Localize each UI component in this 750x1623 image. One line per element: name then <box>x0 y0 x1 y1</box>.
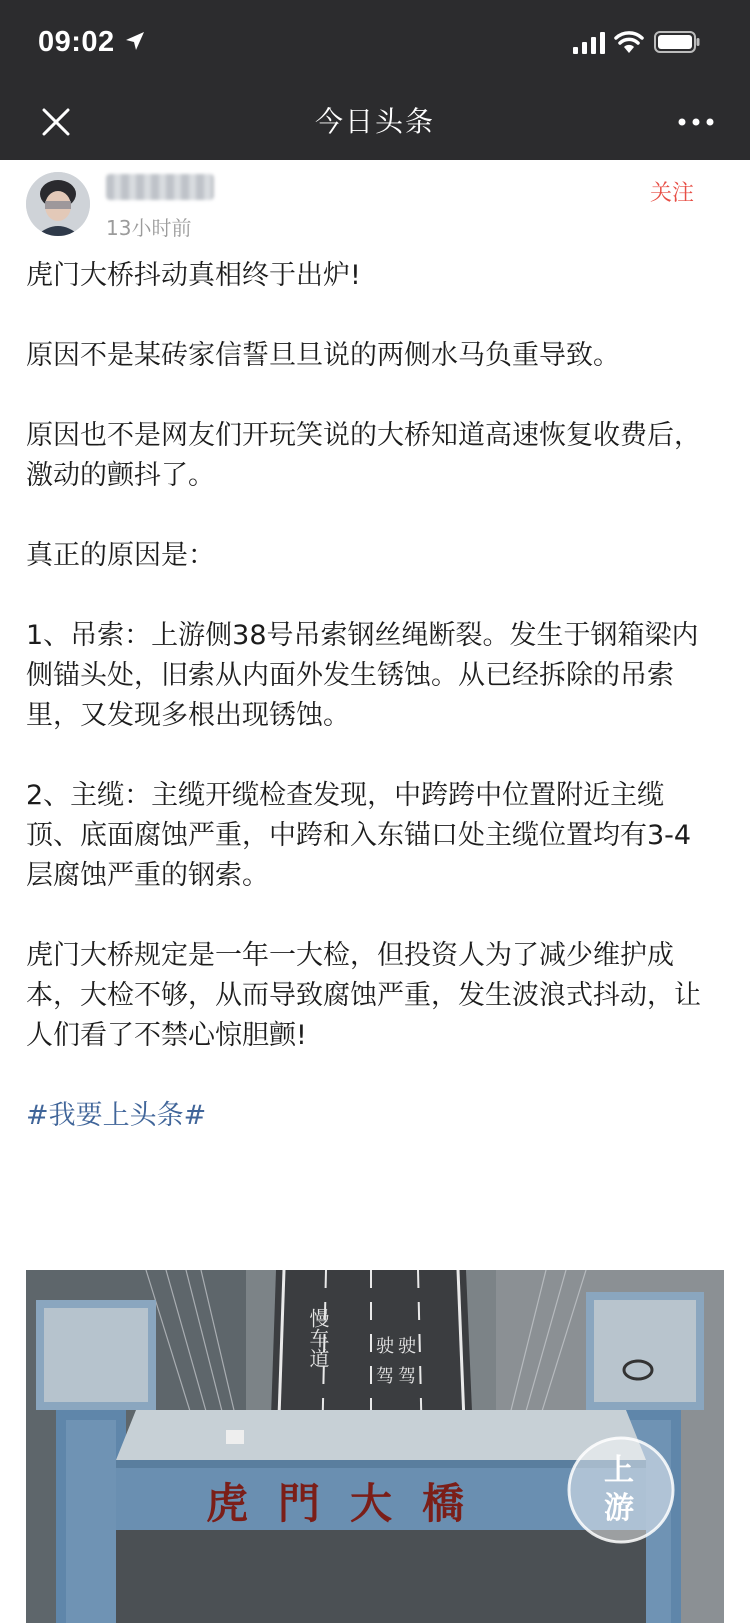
watermark-text: 游 <box>604 1491 634 1526</box>
road-mark: 驶 <box>376 1336 394 1357</box>
road-mark: 驾 <box>376 1366 394 1387</box>
article-paragraph: 原因也不是网友们开玩笑说的大桥知道高速恢复收费后，激动的颤抖了。 <box>26 420 701 491</box>
hashtag-link[interactable]: #我要上头条# <box>26 1100 207 1131</box>
nav-bar <box>0 90 750 160</box>
signal-icon <box>572 32 606 54</box>
bridge-photo[interactable] <box>26 1270 724 1623</box>
author-name-blurred[interactable] <box>106 174 214 200</box>
article-paragraph: 真正的原因是： <box>26 540 215 571</box>
avatar-image <box>26 172 90 236</box>
bridge-photo-drawing <box>26 1270 724 1623</box>
battery-icon <box>654 31 700 53</box>
wifi-icon <box>614 30 644 54</box>
location-arrow-icon <box>124 30 146 52</box>
road-mark: 慢车道 <box>306 1308 330 1368</box>
article-paragraph: 原因不是某砖家信誓旦旦说的两侧水马负重导致。 <box>26 340 620 371</box>
top-bar <box>0 0 750 160</box>
article-paragraph: 虎门大桥规定是一年一大检，但投资人为了减少维护成本，大检不够，从而导致腐蚀严重，发生波浪式抖动，让人们看了不禁心惊胆颤! <box>26 940 701 1051</box>
road-mark: 驾 <box>398 1366 416 1387</box>
follow-button[interactable]: 关注 <box>650 181 695 206</box>
nav-title: 今日头条 <box>314 105 435 138</box>
bridge-sign: 虎門大橋 <box>206 1479 495 1528</box>
more-icon[interactable] <box>672 104 720 140</box>
avatar[interactable] <box>26 172 90 236</box>
article-paragraph: 虎门大桥抖动真相终于出炉! <box>26 260 361 291</box>
watermark-text: 上 <box>604 1453 634 1488</box>
road-mark: 驶 <box>398 1336 416 1357</box>
article-body <box>26 256 710 1176</box>
article-paragraph: 2、主缆：主缆开缆检查发现，中跨跨中位置附近主缆顶、底面腐蚀严重，中跨和入东锚口处主缆位置均有3-4层腐蚀严重的钢索。 <box>26 780 692 891</box>
article-paragraph: 1、吊索：上游侧38号吊索钢丝绳断裂。发生于钢箱梁内侧锚头处，旧索从内面外发生锈蚀。从已经拆除的吊索里，又发现多根出现锈蚀。 <box>26 620 699 731</box>
status-time: 09:02 <box>38 26 115 58</box>
post-time: 13小时前 <box>106 216 192 240</box>
status-bar <box>0 0 750 90</box>
